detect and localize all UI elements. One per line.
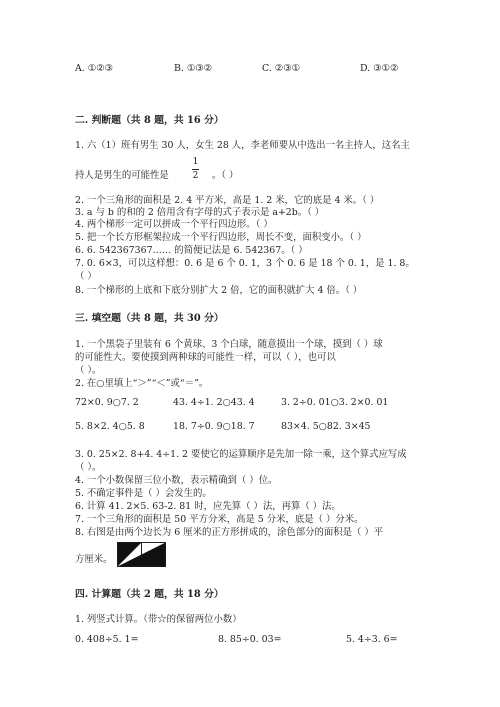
- judge-question-5: 5. 把一个长方形框架拉成一个平行四边形，周长不变，面积变小。（ ）: [75, 232, 367, 243]
- fraction-denominator: 2: [192, 171, 199, 181]
- choice-c: C. ②③①: [262, 63, 301, 74]
- calc-item: 8. 85÷0. 03=: [218, 634, 282, 645]
- fill-question-6: 6. 计算 41. 2×5. 63-2. 81 时，应先算（ ）法，再算（ ）法。: [75, 501, 341, 512]
- compare-item: 5. 8×2. 4○5. 8: [75, 421, 145, 432]
- fraction-bar: [192, 169, 199, 170]
- judge-question-8: 8. 一个梯形的上底和下底分别扩大 2 倍，它的面积就扩大 4 倍。（ ）: [75, 285, 363, 296]
- section-heading-fill-in: 三. 填空题（共 8 题，共 30 分）: [75, 313, 224, 324]
- two-squares-figure: [117, 542, 167, 567]
- judge-question-6: 6. 6. 542367367…… 的简便记法是 6. 542367。（ ）: [75, 245, 308, 256]
- compare-item: 72×0. 9○7. 2: [75, 397, 139, 408]
- calc-item: 0. 408÷5. 1=: [75, 634, 139, 645]
- choice-b: B. ①③②: [174, 63, 213, 74]
- fill-question-2: 2. 在○里填上“＞”“＜”或“＝”。: [75, 378, 209, 389]
- fill-question-5: 5. 不确定事件是（ ）会发生的。: [75, 488, 212, 499]
- compare-item: 43. 4÷1. 2○43. 4: [173, 397, 255, 408]
- judge-question-4: 4. 两个梯形一定可以拼成一个平行四边形。（ ）: [75, 219, 273, 230]
- fill-question-3-line-1: 3. 0. 25×2. 8+4. 4÷1. 2 要使它的运算顺序是先加一除一乘，这个算式应写成: [75, 449, 407, 460]
- section-heading-judgement: 二. 判断题（共 8 题，共 16 分）: [75, 115, 224, 126]
- judge-question-7-answer: （ ）: [75, 271, 97, 282]
- calc-question-1: 1. 列竖式计算。（带☆的保留两位小数）: [75, 614, 242, 625]
- choice-a: A. ①②③: [75, 63, 113, 74]
- judge-question-1-line-1: 1. 六（1）班有男生 30 人，女生 28 人，李老师要从中选出一名主持人，这名主: [75, 140, 410, 151]
- fill-question-8-line-2: 方厘米。: [75, 554, 113, 565]
- fill-question-1-line-2: 的可能性大。要使摸到两种球的可能性一样，可以（ ），也可以: [75, 352, 336, 363]
- fill-question-1-line-3: （ ）。: [75, 365, 102, 376]
- judge-question-1-answer: 。（ ）: [212, 170, 239, 181]
- calc-item: 5. 4÷3. 6=: [346, 634, 398, 645]
- fill-question-3-line-2: （ ）。: [75, 462, 102, 473]
- fill-question-8-line-1: 8. 右图是由两个边长为 6 厘米的正方形拼成的，涂色部分的面积是（ ）平: [75, 527, 384, 538]
- fill-question-7: 7. 一个三角形的面积是 50 平方分米，高是 5 分米，底是（ ）分米。: [75, 514, 364, 525]
- fraction-one-half: [192, 157, 199, 182]
- judge-question-7: 7. 0. 6×3，可以这样想：0. 6 是 6 个 0. 1，3 个 0. 6 是 18 个 0. 1，是 1. 8。: [75, 258, 415, 269]
- section-heading-calculation: 四. 计算题（共 2 题，共 18 分）: [75, 589, 224, 600]
- compare-item: 3. 2÷0. 01○3. 2×0. 01: [281, 397, 389, 408]
- judge-question-1-line-2: 持人是男生的可能性是: [75, 170, 169, 181]
- compare-item: 18. 7÷0. 9○18. 7: [173, 421, 255, 432]
- compare-item: 83×4. 5○82. 3×45: [281, 421, 371, 432]
- choice-d: D. ③①②: [360, 63, 399, 74]
- judge-question-3: 3. a 与 b 的和的 2 倍用含有字母的式子表示是 a+2b。（ ）: [75, 207, 325, 218]
- fill-question-4: 4. 一个小数保留三位小数，表示精确到（ ）位。: [75, 475, 278, 486]
- judge-question-2: 2. 一个三角形的面积是 2. 4 平方米，高是 1. 2 米，它的底是 4 米。（ ）: [75, 195, 380, 206]
- fraction-numerator: 1: [192, 157, 199, 167]
- fill-question-1-line-1: 1. 一个黑袋子里装有 6 个黄球、3 个白球，随意摸出一个球，摸到（ ）球: [75, 339, 383, 350]
